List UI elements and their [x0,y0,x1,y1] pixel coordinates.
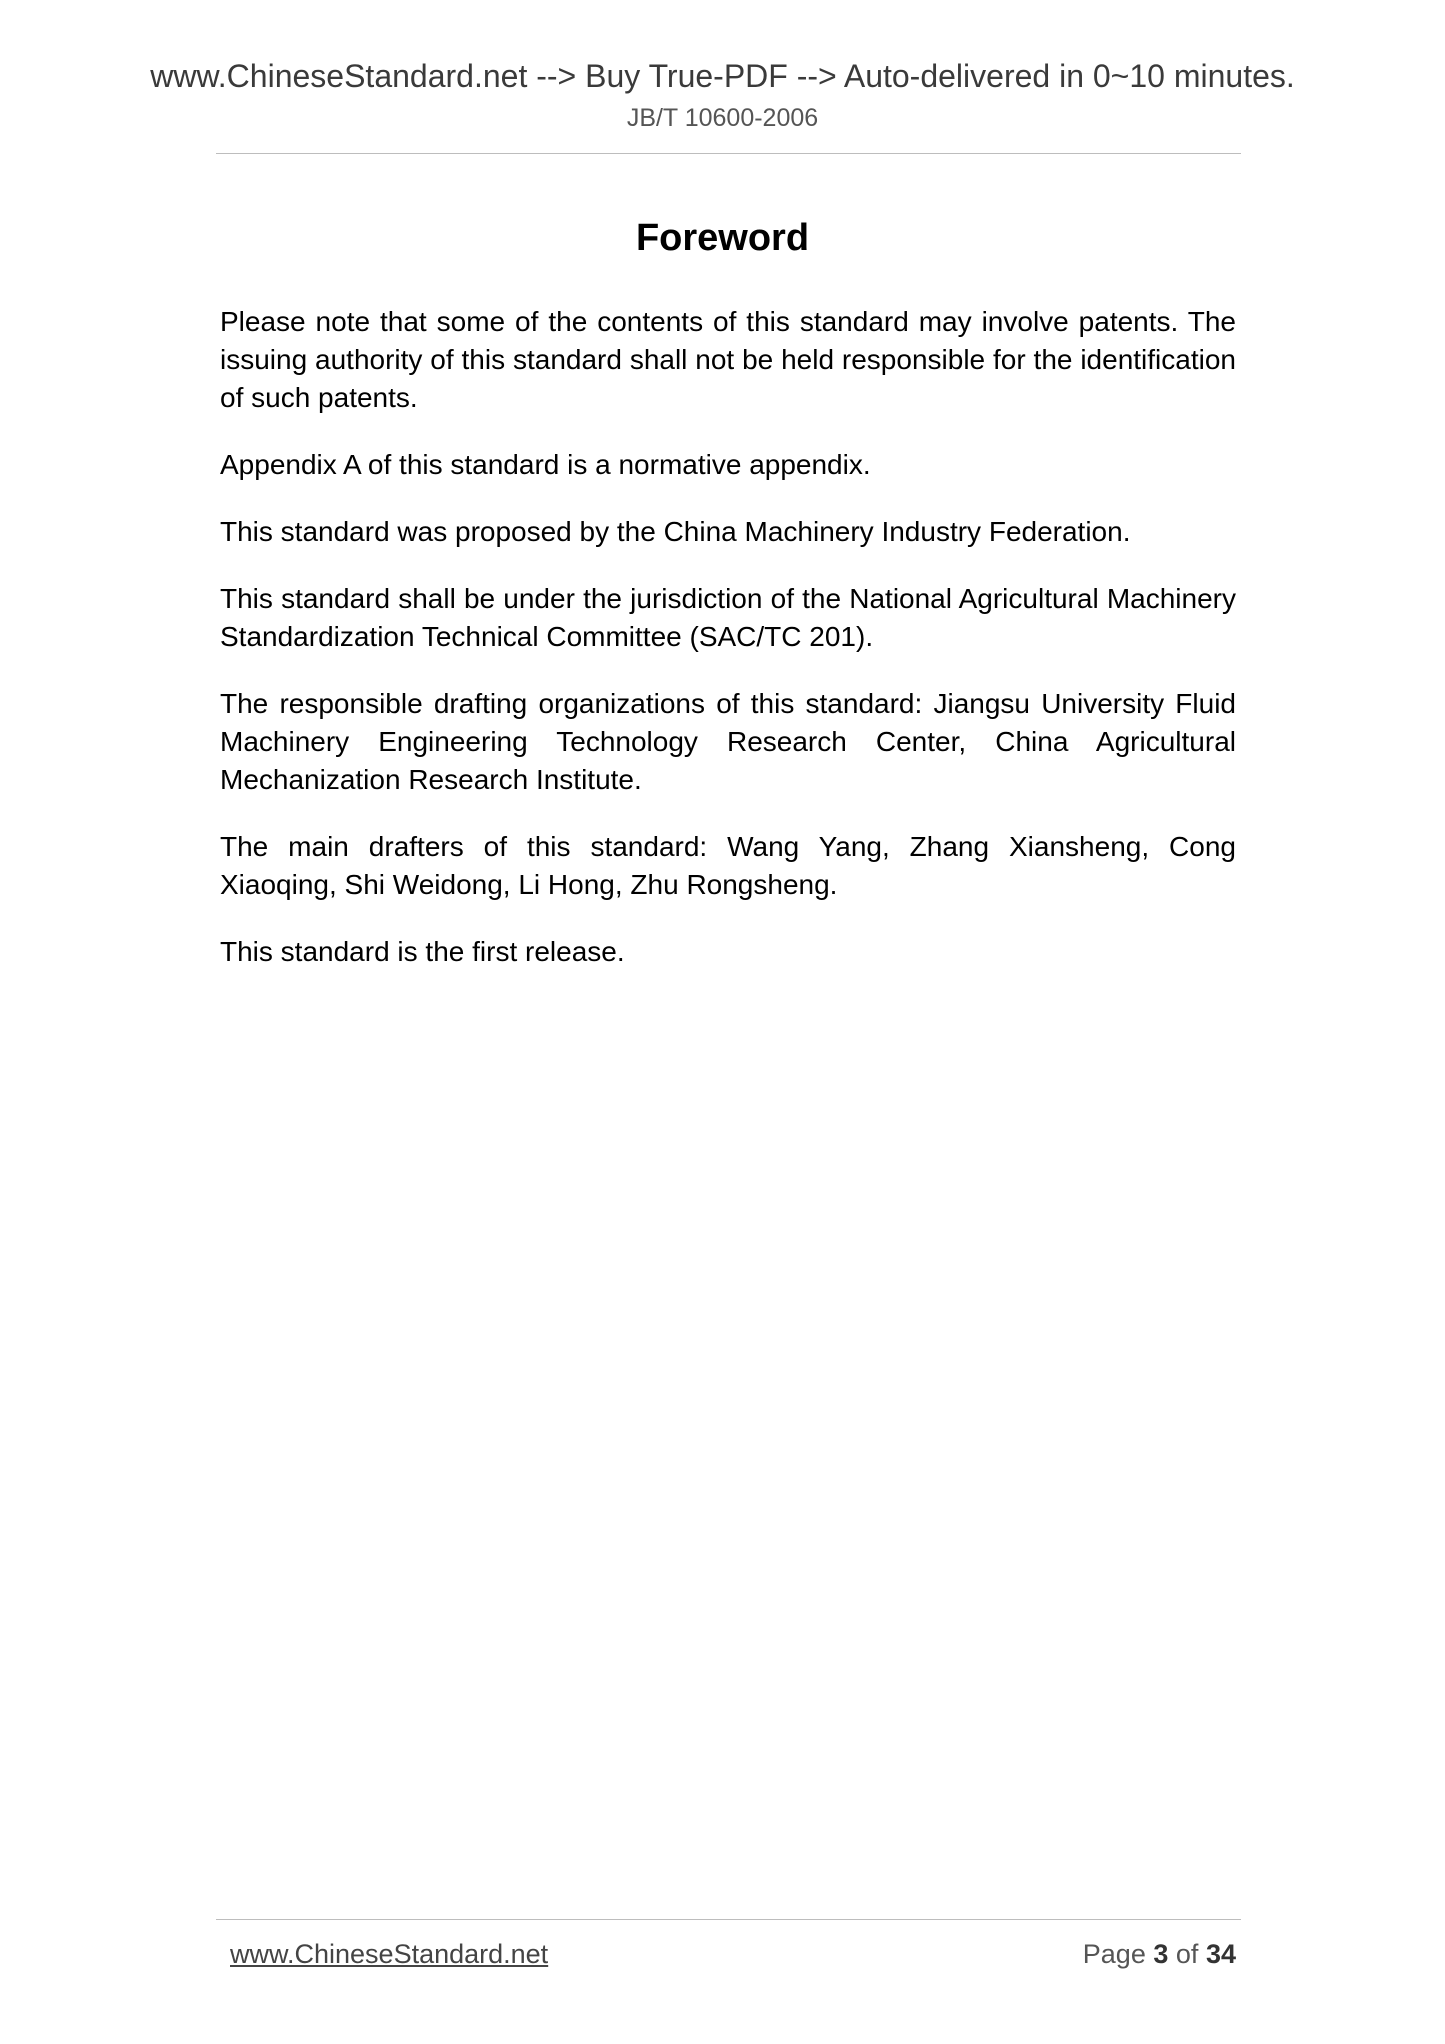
header-divider [216,153,1241,154]
paragraph-drafters: The main drafters of this standard: Wang Yang, Zhang Xiansheng, Cong Xiaoqing, Shi Weidong, Li Hong, Zhu Rongsheng. [220,831,1236,900]
page-number [1083,1937,1236,1971]
footer-website-link[interactable]: www.ChineseStandard.net [230,1939,549,1969]
document-code: JB/T 10600-2006 [626,104,819,132]
header-banner: www.ChineseStandard.net --> Buy True-PDF --> Auto-delivered in 0~10 minutes. [150,58,1295,94]
paragraph-release: This standard is the first release. [220,936,625,967]
paragraph-patents: Please note that some of the contents of this standard may involve patents. The issuing authority of this standard shall not be held responsible for the identification of such patents. [220,306,1236,413]
paragraph-appendix: Appendix A of this standard is a normative appendix. [220,449,871,480]
footer-divider [216,1919,1241,1920]
page-current: 3 [1153,1939,1169,1969]
paragraph-proposed-by: This standard was proposed by the China Machinery Industry Federation. [220,516,1131,547]
page-title: Foreword [635,217,810,259]
paragraph-jurisdiction: This standard shall be under the jurisdiction of the National Agricultural Machinery Standardization Technical Committee (SAC/TC 201). [220,583,1236,652]
paragraph-drafting-organizations: The responsible drafting organizations of this standard: Jiangsu University Fluid Machinery Engineering Technology Research Center, China Agricultural Mechanization Research Institute. [220,688,1236,795]
page-of-word: of [1175,1939,1199,1969]
page-word: Page [1082,1939,1146,1969]
page-total: 34 [1205,1939,1236,1969]
foreword-body [220,303,1236,1000]
